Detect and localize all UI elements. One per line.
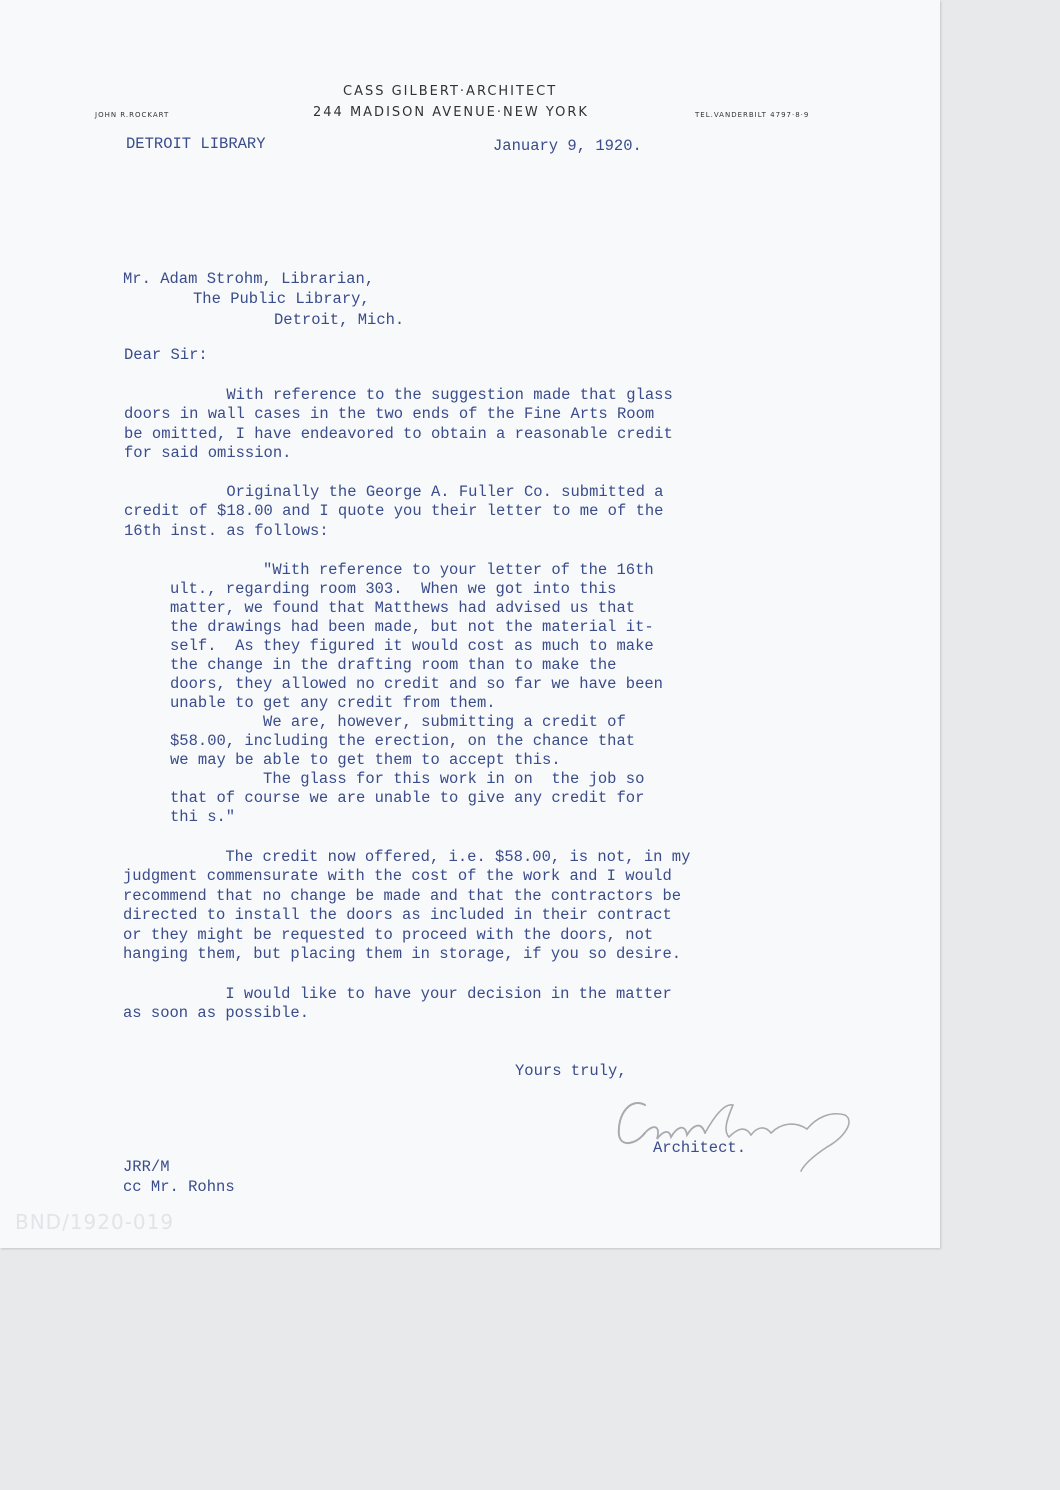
recipient-line-2: The Public Library, [193, 290, 370, 308]
letterhead-associate: JOHN R.ROCKART [95, 111, 170, 119]
signer-title: Architect. [653, 1139, 747, 1157]
handwritten-signature [605, 1075, 875, 1175]
archive-stamp: BND/1920-019 [15, 1210, 175, 1234]
recipient-line-1: Mr. Adam Strohm, Librarian, [123, 270, 375, 288]
quoted-letter: "With reference to your letter of the 16th ult., regarding room 303. When we got into this matter, we found that Matthews had advised us that the drawings had been made, but not the material it- self. As they figured it would cost as much to make the change in the drafting room than to make the doors, they allowed no credit and so far we have been unable to get any credit from them. We are, however, submitting a credit of $58.00, including the erection, on the chance that we may be able to get them to accept this. The glass for this work in on the job so that of course we are unable to give any credit for thi s." [170, 561, 663, 826]
letterhead-telephone: TEL.VANDERBILT 4797·8·9 [695, 111, 810, 119]
body-paragraph-3: The credit now offered, i.e. $58.00, is not, in my judgment commensurate with the cost of the work and I would recommend that no change be made and that the contractors be directed to install the doors as included in their contract or they might be requested to proceed with the doors, not hanging them, but placing them in storage, if you so desire. [123, 848, 691, 964]
reference-line: DETROIT LIBRARY [126, 135, 266, 153]
body-paragraph-4: I would like to have your decision in the matter as soon as possible. [123, 985, 672, 1023]
recipient-line-3: Detroit, Mich. [274, 311, 405, 329]
typist-initials: JRR/M [123, 1158, 170, 1176]
body-paragraph-2: Originally the George A. Fuller Co. submitted a credit of $18.00 and I quote you their letter to me of the 16th inst. as follows: [124, 483, 664, 540]
body-paragraph-1: With reference to the suggestion made that glass doors in wall cases in the two ends of the Fine Arts Room be omitted, I have endeavored to obtain a reasonable credit for said omission. [124, 386, 673, 463]
letterhead-address: 244 MADISON AVENUE·NEW YORK [313, 105, 589, 120]
letterhead-firm-name: CASS GILBERT·ARCHITECT [343, 84, 558, 99]
salutation: Dear Sir: [124, 346, 208, 364]
closing: Yours truly, [515, 1062, 627, 1080]
carbon-copy-line: cc Mr. Rohns [123, 1178, 235, 1196]
letter-date: January 9, 1920. [493, 137, 642, 155]
